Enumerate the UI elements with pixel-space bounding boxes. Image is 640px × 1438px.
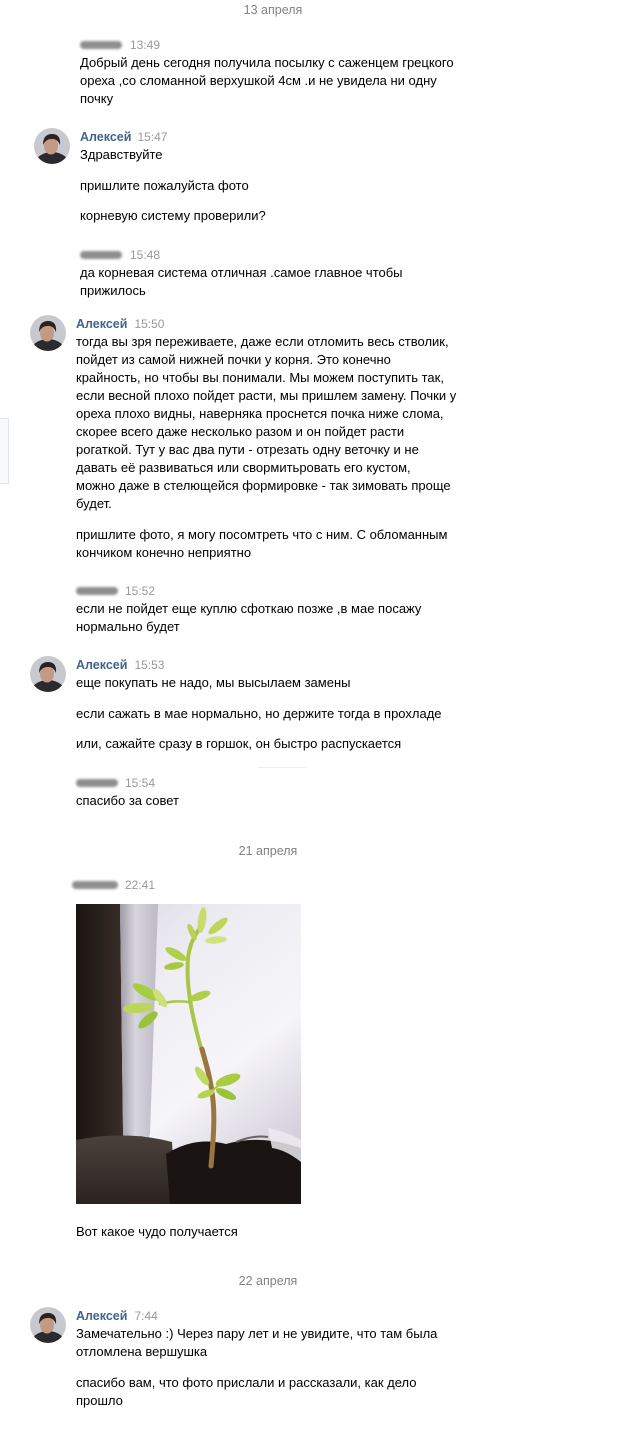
message-header — [76, 582, 421, 600]
message-text-line: ореха ,со сломанной верхушкой 4см .и не увидела ни одну — [80, 73, 437, 88]
message-text-line: корневую систему проверили? — [80, 208, 266, 223]
message-text-line: прошло — [76, 1392, 123, 1408]
plant-photo[interactable] — [76, 904, 301, 1204]
message-bubble — [76, 1374, 437, 1410]
message-text-line: почку — [80, 91, 114, 106]
message-time[interactable]: 15:52 — [125, 584, 156, 598]
message-header — [76, 1307, 437, 1325]
sender-avatar[interactable] — [30, 1307, 66, 1343]
message-group — [76, 582, 421, 636]
message-header — [76, 315, 456, 333]
date-separator: 22 апреля — [238, 1274, 298, 1288]
message-bubble — [76, 600, 421, 636]
message-group — [76, 774, 179, 810]
message-text-line: пришлите пожалуйста фото — [80, 177, 249, 193]
message-text-line: если не пойдет еще куплю сфоткаю позже ,в мае посажу — [76, 601, 422, 616]
redacted-sender-name[interactable] — [80, 251, 122, 259]
message-bubble — [76, 1223, 301, 1241]
message-time[interactable]: 7:44 — [134, 1309, 158, 1323]
sender-avatar[interactable] — [30, 656, 66, 692]
sender-avatar[interactable] — [34, 128, 70, 164]
message-bubble — [76, 526, 456, 562]
message-bubble — [76, 333, 456, 513]
message-group — [80, 128, 266, 225]
message-header — [76, 774, 179, 792]
windowsill-shadow — [76, 1135, 176, 1204]
sender-name-link[interactable]: Алексей — [76, 658, 128, 672]
message-text-line: тогда вы зря переживаете, даже если отломить весь стволик, — [76, 334, 449, 349]
message-bubble — [76, 1325, 437, 1361]
message-group — [76, 876, 301, 1241]
message-text-line: прижилось — [80, 283, 146, 298]
avatar-photo — [34, 128, 70, 164]
message-text-line: можно даже в стелющейся формировке - так зимовать проще — [76, 478, 451, 493]
sender-avatar[interactable] — [30, 315, 66, 351]
message-bubble — [80, 146, 266, 164]
message-text-line: спасибо за совет — [76, 793, 180, 808]
message-text-line: крайность, но чтобы вы понимали. Мы можем поступить так, — [76, 370, 444, 385]
message-group — [76, 1307, 437, 1410]
message-text-line: да корневая система отличная .самое главное чтобы — [80, 265, 403, 280]
message-header — [80, 246, 403, 264]
redacted-sender-name[interactable] — [80, 41, 122, 49]
message-text-line: Вот какое чудо получается — [76, 1224, 238, 1239]
message-text-line: будет. — [76, 496, 112, 511]
message-bubble — [80, 264, 403, 300]
message-header — [80, 36, 454, 54]
avatar-photo — [30, 656, 66, 692]
message-text-line: отломлена вершушка — [76, 1344, 208, 1359]
message-time[interactable]: 13:49 — [130, 38, 161, 52]
message-divider — [258, 767, 306, 768]
message-text-line: Добрый день сегодня получила посылку с саженцем грецкого — [80, 55, 454, 70]
avatar-photo — [30, 1307, 66, 1343]
message-bubble — [76, 792, 179, 810]
sender-name-link[interactable]: Алексей — [76, 317, 128, 331]
message-text-line: скорее всего даже несколько разом и он пойдет расти — [76, 424, 405, 439]
message-text-line: рогаткой. Тут у вас два пути - отрезать одну веточку и не — [76, 442, 419, 457]
message-group — [76, 656, 442, 753]
message-group — [80, 36, 454, 108]
redacted-sender-name[interactable] — [72, 881, 118, 889]
message-bubble — [80, 54, 454, 108]
sender-name-link[interactable]: Алексей — [80, 130, 132, 144]
message-header — [76, 656, 442, 674]
message-time[interactable]: 15:48 — [130, 248, 161, 262]
message-header — [80, 128, 266, 146]
message-text-line: или, сажайте сразу в горшок, он быстро распускается — [76, 736, 402, 751]
message-bubble — [76, 674, 442, 692]
message-group — [80, 246, 403, 300]
message-text-line: Здравствуйте — [80, 147, 163, 162]
sender-name-link[interactable]: Алексей — [76, 1309, 128, 1323]
date-separator: 21 апреля — [238, 844, 298, 858]
message-text-line: если весной плохо пойдет расти, мы пришлем замену. Почки у — [76, 388, 457, 403]
message-time[interactable]: 15:53 — [134, 658, 165, 672]
message-time[interactable]: 15:47 — [137, 130, 168, 144]
side-panel-edge[interactable] — [0, 418, 9, 484]
message-text-line: кончиком конечно неприятно — [76, 544, 252, 560]
message-bubble — [80, 177, 266, 195]
redacted-sender-name[interactable] — [76, 779, 118, 787]
redacted-sender-name[interactable] — [76, 587, 118, 595]
avatar-photo — [30, 315, 66, 351]
message-bubble — [76, 735, 442, 753]
message-text-line: если сажать в мае нормально, но держите тогда в прохладе — [76, 705, 442, 721]
message-bubble — [76, 705, 442, 723]
message-text-line: Замечательно :) Через пару лет и не увидите, что там была — [76, 1326, 438, 1341]
message-text-line: ореха плохо видны, наверняка проснется почка ниже слома, — [76, 406, 444, 421]
message-time[interactable]: 15:54 — [125, 776, 156, 790]
message-time[interactable]: 15:50 — [134, 317, 165, 331]
message-text-line: еще покупать не надо, мы высылаем замены — [76, 675, 351, 690]
message-text-line: спасибо вам, что фото прислали и рассказали, как дело — [76, 1374, 417, 1390]
message-text-line: пришлите фото, я могу посомтреть что с ним. С обломанным — [76, 526, 448, 542]
message-text-line: нормально будет — [76, 619, 180, 634]
message-text-line: пойдет из самой нижней почки у корня. Это конечно — [76, 352, 391, 367]
message-group — [76, 315, 456, 562]
message-bubble — [80, 207, 266, 225]
message-time[interactable]: 22:41 — [125, 878, 156, 892]
message-text-line: давать её развиваться или свормитьровать его кустом, — [76, 460, 411, 475]
message-header — [76, 876, 301, 894]
date-separator: 13 апреля — [243, 3, 303, 17]
